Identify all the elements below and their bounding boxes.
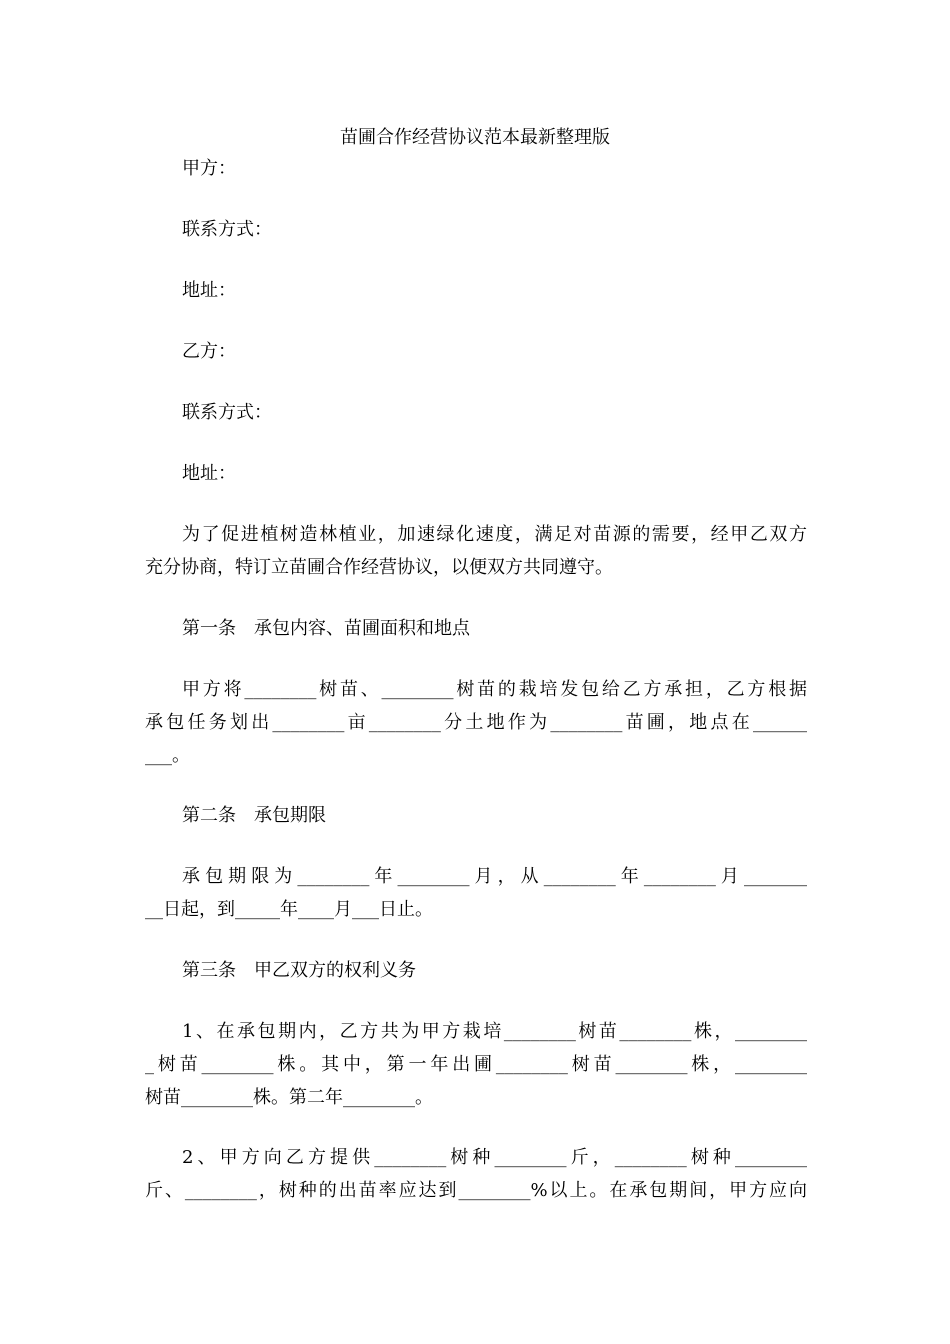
article-2-line: __日起，到_____年____月___日止。 [145,899,433,920]
article-3-item-2-line: 2、甲方向乙方提供________树种________斤，________树种________ [182,1147,807,1168]
party-b-contact-label: 联系方式： [182,402,272,423]
article-2-line: 承包期限为________年________月，从________年________月_______ [182,866,807,887]
party-a-address-label: 地址： [182,280,236,301]
preamble-line: 为了促进植树造林植业，加速绿化速度，满足对苗源的需要，经甲乙双方 [182,524,807,545]
article-3-item-1-line: 树苗________株。第二年________。 [145,1087,433,1108]
preamble-line: 充分协商，特订立苗圃合作经营协议，以便双方共同遵守。 [145,557,613,578]
party-a-contact-label: 联系方式： [182,219,272,240]
article-3-item-2-line: 斤、________，树种的出苗率应达到________%以上。在承包期间，甲方应向 [145,1180,807,1201]
article-1-line: 承包任务划出________亩________分土地作为________苗圃，地点在______ [145,712,807,733]
party-b-label: 乙方： [182,341,236,362]
article-3-item-1-line: 1、在承包期内，乙方共为甲方栽培________树苗________株，________ [182,1021,807,1042]
article-3-item-1-line: _树苗________株。其中，第一年出圃________树苗________株，________ [145,1054,807,1075]
article-3-heading: 第三条 甲乙双方的权利义务 [182,960,416,981]
party-b-address-label: 地址： [182,463,236,484]
article-2-heading: 第二条 承包期限 [182,805,326,826]
party-a-label: 甲方： [182,158,236,179]
article-1-heading: 第一条 承包内容、苗圃面积和地点 [182,618,470,639]
document-title: 苗圃合作经营协议范本最新整理版 [340,127,610,148]
article-1-line: ___。 [145,745,190,766]
article-1-line: 甲方将________树苗、________树苗的栽培发包给乙方承担，乙方根据 [182,679,807,700]
